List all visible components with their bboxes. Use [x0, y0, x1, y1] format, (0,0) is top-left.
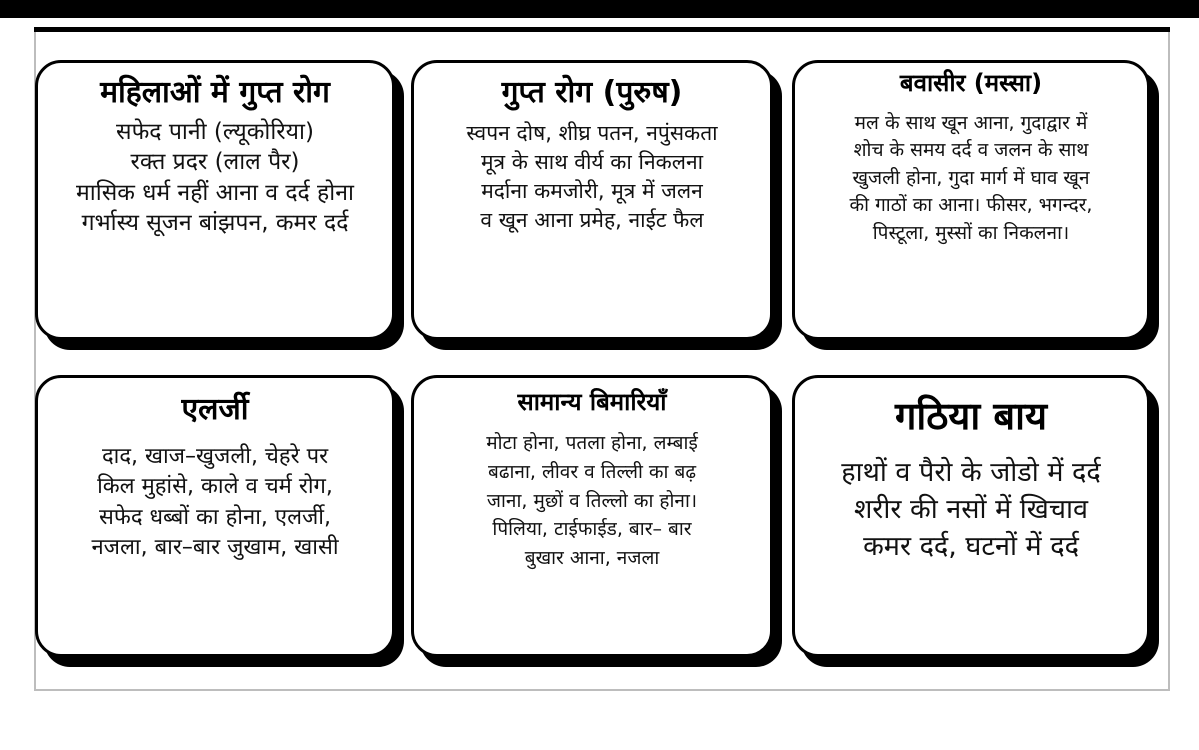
box-line: शोच के समय दर्द व जलन के साथ	[853, 139, 1089, 162]
box-line: पिलिया, टाईफाईड, बार– बार	[492, 518, 692, 541]
box-line: गर्भास्य सूजन बांझपन, कमर दर्द	[81, 210, 349, 237]
box-line: व खून आना प्रमेह, नाईट फैल	[480, 207, 704, 232]
box-title: बवासीर (मस्सा)	[899, 69, 1043, 97]
box-line: पिस्टूला, मुस्सों का निकलना।	[872, 221, 1070, 244]
box-line: मर्दाना कमजोरी, मूत्र में जलन	[481, 178, 703, 203]
box-line: मोटा होना, पतला होना, लम्बाई	[486, 431, 698, 454]
box-line: सफेद धब्बों का होना, एलर्जी,	[99, 504, 331, 530]
box-mens-diseases	[411, 60, 773, 340]
box-line: सफेद पानी (ल्यूकोरिया)	[116, 119, 314, 145]
box-line: मासिक धर्म नहीं आना व दर्द होना	[76, 179, 354, 206]
box-line: रक्त प्रदर (लाल पैर)	[130, 149, 300, 176]
box-allergy	[35, 375, 395, 657]
box-title: महिलाओं में गुप्त रोग	[100, 75, 330, 110]
box-line: किल मुहांसे, काले व चर्म रोग,	[97, 474, 333, 500]
frame-top-rule	[34, 27, 1170, 32]
box-line: शरीर की नसों में खिचाव	[853, 493, 1089, 525]
box-line: कमर दर्द, घटनों में दर्द	[863, 531, 1079, 563]
box-title: सामान्य बिमारियाँ	[517, 388, 667, 416]
box-title: गठिया बाय	[894, 394, 1047, 438]
box-line: बुखार आना, नजला	[524, 547, 660, 570]
box-title: गुप्त रोग (पुरुष)	[501, 75, 683, 110]
box-line: स्वपन दोष, शीघ्र पतन, नपुंसकता	[466, 121, 718, 145]
box-line: मल के साथ खून आना, गुदाद्वार में	[854, 111, 1088, 134]
box-line: मूत्र के साथ वीर्य का निकलना	[480, 149, 704, 174]
box-arthritis	[792, 375, 1150, 657]
box-general-diseases	[411, 375, 773, 657]
box-line: दाद, खाज–खुजली, चेहरे पर	[101, 444, 329, 469]
box-line: जाना, मुछों व तिल्लो का होना।	[486, 489, 698, 512]
box-line: हाथों व पैरो के जोडो में दर्द	[841, 456, 1101, 488]
top-black-bar	[0, 0, 1199, 18]
box-line: खुजली होना, गुदा मार्ग में घाव खून	[852, 166, 1090, 189]
box-piles	[792, 60, 1150, 340]
box-line: बढाना, लीवर व तिल्ली का बढ़	[487, 460, 697, 483]
box-line: नजला, बार–बार जुखाम, खासी	[91, 535, 339, 561]
box-line: की गाठों का आना। फीसर, भगन्दर,	[849, 194, 1093, 217]
box-title: एलर्जी	[181, 392, 249, 427]
box-womens-diseases	[35, 60, 395, 340]
